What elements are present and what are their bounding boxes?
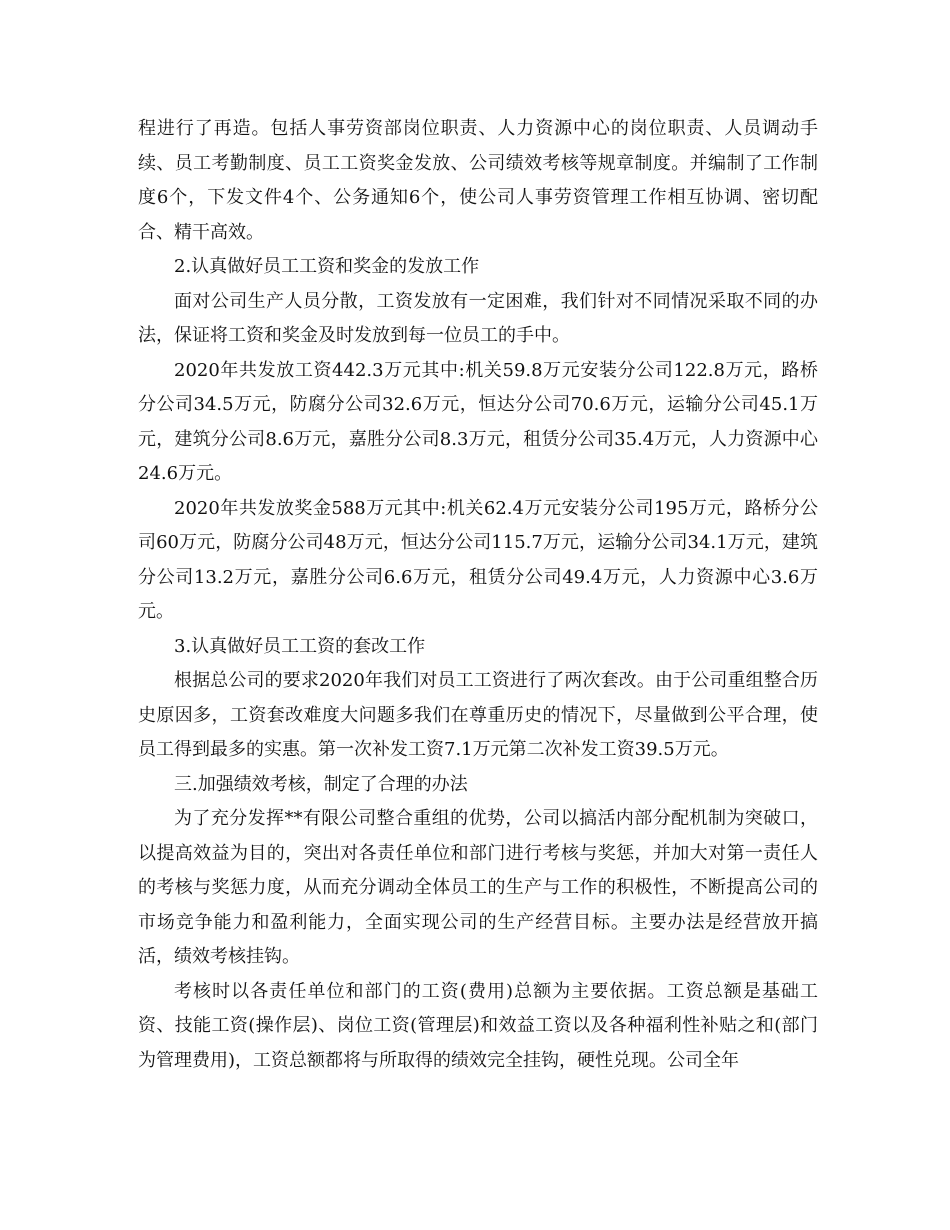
section-heading-performance: 三.加强绩效考核，制定了合理的办法 [174, 773, 468, 795]
document-body [138, 112, 818, 1078]
section-heading-salary-bonus: 2.认真做好员工工资和奖金的发放工作 [174, 256, 480, 277]
paragraph: 为了充分发挥**有限公司整合重组的优势，公司以搞活内部分配机制为突破口，以提高效益为目的，突出对各责任单位和部门进行考核与奖惩，并加大对第一责任人的考核与奖惩力度，从而充分调动全体员工的生产与工作的积极性，不断提高公司的市场竞争能力和盈利能力，全面实现公司的生产经营目标。主要办法是经营放开搞活，绩效考核挂钩。 [138, 808, 818, 967]
paragraph: 考核时以各责任单位和部门的工资(费用)总额为主要依据。工资总额是基础工资、技能工资(操作层)、岗位工资(管理层)和效益工资以及各种福利性补贴之和(部门为管理费用)，工资总额都将与所取得的绩效完全挂钩，硬性兑现。公司全年 [138, 980, 818, 1071]
paragraph-bonus-breakdown: 2020年共发放奖金588万元其中:机关62.4万元安装分公司195万元，路桥分公司60万元，防腐分公司48万元，恒达分公司115.7万元，运输分公司34.1万元，建筑分公司13.2万元，嘉胜分公司6.6万元，租赁分公司49.4万元，人力资源中心3.6万元。 [138, 497, 818, 622]
paragraph-continued: 程进行了再造。包括人事劳资部岗位职责、人力资源中心的岗位职责、人员调动手续、员工考勤制度、员工工资奖金发放、公司绩效考核等规章制度。并编制了工作制度6个，下发文件4个、公务通知6个，使公司人事劳资管理工作相互协调、密切配合、精干高效。 [138, 118, 818, 243]
section-heading-salary-reform: 3.认真做好员工工资的套改工作 [174, 635, 426, 657]
paragraph-salary-breakdown: 2020年共发放工资442.3万元其中:机关59.8万元安装分公司122.8万元，路桥分公司34.5万元，防腐分公司32.6万元，恒达分公司70.6万元，运输分公司45.1万元，建筑分公司8.6万元，嘉胜分公司8.3万元，租赁分公司35.4万元，人力资源中心24.6万元。 [138, 359, 818, 484]
paragraph: 根据总公司的要求2020年我们对员工工资进行了两次套改。由于公司重组整合历史原因多，工资套改难度大问题多我们在尊重历史的情况下，尽量做到公平合理，使员工得到最多的实惠。第一次补发工资7.1万元第二次补发工资39.5万元。 [138, 670, 818, 760]
paragraph: 面对公司生产人员分散，工资发放有一定困难，我们针对不同情况采取不同的办法，保证将工资和奖金及时发放到每一位员工的手中。 [138, 290, 818, 346]
